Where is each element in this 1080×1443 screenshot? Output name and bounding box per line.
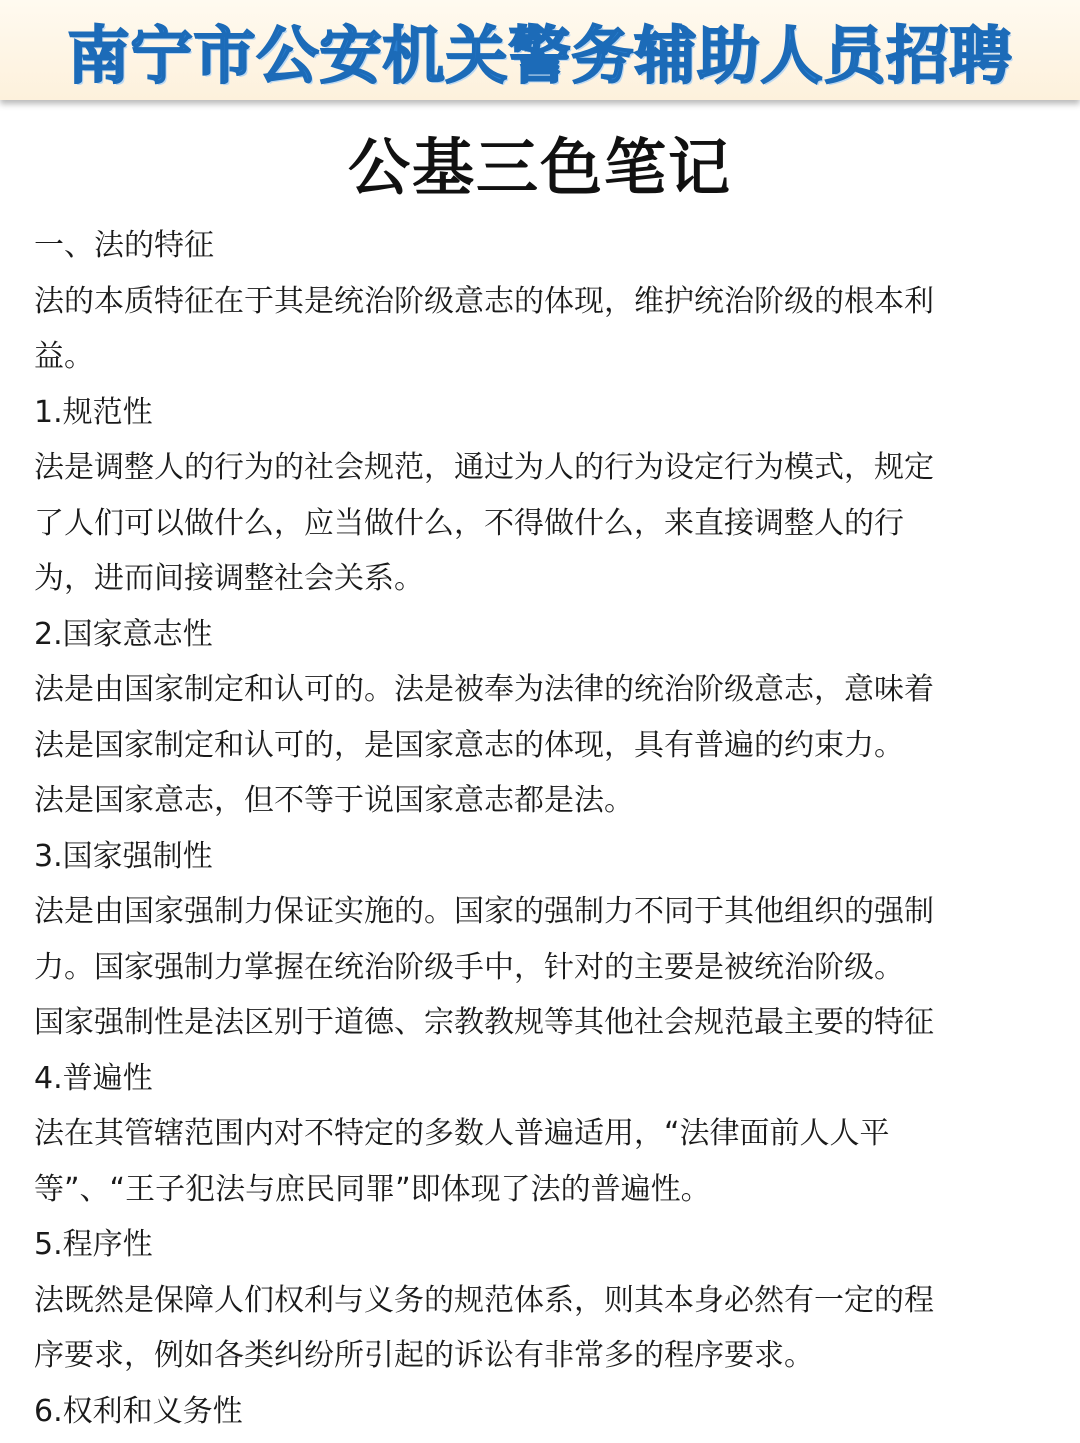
item-heading: 6.权利和义务性 — [34, 1393, 243, 1429]
note-body — [0, 208, 1080, 1439]
item-heading: 2.国家意志性 — [34, 616, 213, 652]
paragraph-line: 序要求，例如各类纠纷所引起的诉讼有非常多的程序要求。 — [34, 1338, 814, 1373]
paragraph-line: 为，进而间接调整社会关系。 — [34, 561, 424, 596]
paragraph-line: 法的本质特征在于其是统治阶级意志的体现，维护统治阶级的根本利 — [34, 283, 934, 319]
paragraph-line: 益。 — [34, 339, 94, 374]
page-title: 公基三色笔记 — [347, 131, 732, 204]
paragraph-line: 等”、“王子犯法与庶民同罪”即体现了法的普遍性。 — [34, 1171, 711, 1207]
paragraph-line: 法既然是保障人们权利与义务的规范体系，则其本身必然有一定的程 — [34, 1282, 934, 1318]
item-heading: 1.规范性 — [34, 394, 153, 430]
paragraph-line: 国家强制性是法区别于道德、宗教教规等其他社会规范最主要的特征 — [34, 1005, 934, 1040]
paragraph-line: 法是由国家制定和认可的。法是被奉为法律的统治阶级意志，意味着 — [34, 672, 934, 707]
item-heading: 3.国家强制性 — [34, 838, 213, 874]
item-heading: 5.程序性 — [34, 1227, 153, 1262]
paragraph-line: 法是调整人的行为的社会规范，通过为人的行为设定行为模式，规定 — [34, 450, 934, 485]
section-heading: 一、法的特征 — [34, 228, 214, 263]
paragraph-line: 了人们可以做什么，应当做什么，不得做什么，来直接调整人的行 — [34, 505, 904, 541]
item-heading: 4.普遍性 — [34, 1060, 153, 1096]
paragraph-line: 法是国家意志，但不等于说国家意志都是法。 — [34, 783, 634, 818]
paragraph-line: 法在其管辖范围内对不特定的多数人普遍适用，“法律面前人人平 — [34, 1116, 890, 1151]
banner-title: 南宁市公安机关警务辅助人员招聘 — [67, 18, 1013, 92]
paragraph-line: 法是国家制定和认可的，是国家意志的体现，具有普遍的约束力。 — [34, 727, 904, 763]
header-banner — [0, 0, 1080, 100]
paragraph-line: 力。国家强制力掌握在统治阶级手中，针对的主要是被统治阶级。 — [34, 949, 904, 985]
paragraph-line: 法是由国家强制力保证实施的。国家的强制力不同于其他组织的强制 — [34, 894, 934, 929]
